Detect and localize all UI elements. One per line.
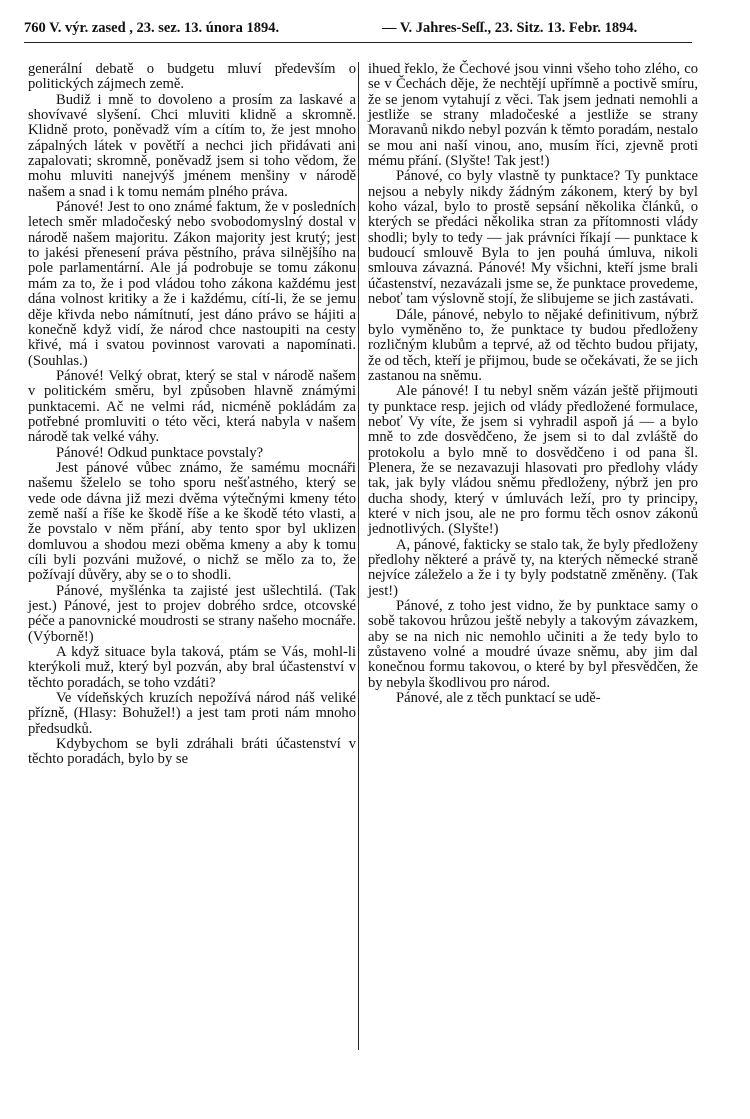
paragraph: ihued řeklo, že Čechové jsou vinni všeho toho zlého, co se v Čechách děje, že nechtějí upřímně a poctivě smíru, že se jenom vytahují z věci. Tak jsem jednati nemohli a jestliže se strany mladočeské a jestliže se strany Moravanů nikdo nebyl pozván k těmto poradám, nestalo se mou ani naší vinou, ano, musím říci, zjevně proti mému přání. (Slyšte! Tak jest!)	[368, 61, 698, 170]
paragraph: Dále, pánové, nebylo to nějaké definitivum, nýbrž bylo vyměněno to, že punktace ty budou předloženy rozličným klubům a teprvé, až od těchto budou přijaty, že od těch, kteří je přijmou, bude se očekávati, že se jich zastanou na sněmu.	[368, 306, 698, 384]
column-divider	[358, 62, 359, 1050]
page-header	[24, 14, 724, 42]
header-german: — V. Jahres-Seſſ., 23. Sitz. 13. Febr. 1894.	[382, 20, 638, 36]
left-column	[28, 62, 356, 768]
paragraph: Pánové! Velký obrat, který se stal v národě našem v politickém směru, byl způsoben hlavně známými punktacemi. Ač ne velmi rád, nicméně pokládám za potřebné promluviti o této věci, která nabyla v našem národě tak velké váhy.	[28, 367, 356, 446]
header-czech: 760 V. výr. zased , 23. sez. 13. února 1894.	[24, 20, 280, 36]
paragraph: Pánové, co byly vlastně ty punktace? Ty punktace nejsou a nebyly nikdy žádným zákonem, který by byl koho vázal, bylo to prostě sepsání několika článků, o kterých se předáci několika stran za přítomnosti vlády shodli; byly to tedy — jak právníci říkají — punktace k budoucí smlouvě Byla to jen pouhá úmluva, nikoli smlouva závazná. Pánové! My všichni, kteří jsme brali účastenství, nezavázali jsme se, že punktace provedeme, neboť tam výslovně stojí, že slibujeme se jich zastávati.	[368, 168, 698, 308]
header-rule	[24, 42, 692, 43]
paragraph: Pánové, myšlénka ta zajisté jest ušlechtilá. (Tak jest.) Pánové, jest to projev dobrého srdce, otcovské péče a panovnické moudrosti se strany našeho mocnáře. (Výborně!)	[28, 582, 356, 645]
paragraph: Kdybychom se byli zdráhali bráti účastenství v těchto poradách, bylo by se	[28, 736, 356, 768]
paragraph: Pánové! Odkud punktace povstaly?	[56, 444, 264, 461]
paragraph: Pánové, z toho jest vidno, že by punktace samy o sobě takovou hrůzou ještě nebyly a takovým závazkem, aby se na nich nic nemohlo učiniti a že tedy bylo to zůstaveno volné a moudré úvaze sněmu, aby jim dal konečnou formu takovou, o které by byl přesvědčen, že by nebyla škodlivou pro národ.	[368, 598, 698, 691]
paragraph: A když situace byla taková, ptám se Vás, mohl-li kterýkoli muž, který byl pozván, aby bral účastenství v těchto poradách, se toho vzdáti?	[28, 644, 356, 691]
paragraph: Pánové! Jest to ono známé faktum, že v posledních letech směr mladočeský nebo svobodomyslný dostal v národě našem majoritu. Zákon majority jest krutý; jest to jakési přenesení práva pěstního, práva silnějšího na pole parlamentární. Ale já podrobuje se tomu zákonu mám za to, že i pod vládou toho zákona každému jest dána volnost kritiky a že i každému, cítí-li, že se jemu děje křivda nebo námítnutí, jest dáno právo se hájiti a konečně když vidí, že národ chce nastoupiti na cesty křivé, má i svatou povinnost varovati a napomínati. (Souhlas.)	[28, 199, 356, 369]
right-column	[368, 62, 698, 706]
paragraph: Jest pánové vůbec známo, že samému mocnáři našemu šželelo se toho sporu nešťastného, který se vede ode dávna již mezi dvěma výtečnými kmeny této země naší a říše ke škodě říše a ke škodě této vlasti, a že povstalo v něm přání, aby tento spor byl uklizen domluvou a shodou mezi oběma kmeny a aby k tomu cíli byli pozváni mužové, o nichž se mělo za to, že požívají důvěry, aby se o to shodli.	[28, 459, 356, 584]
paragraph: Pánové, ale z těch punktací se udě-	[396, 690, 601, 707]
paragraph: Ve vídeňských kruzích nepožívá národ náš veliké přízně, (Hlasy: Bohužel!) a jest tam proti nám mnoho předsudků.	[28, 690, 356, 737]
paragraph: A, pánové, fakticky se stalo tak, že byly předloženy předlohy některé a právě ty, na kterých německé straně nejvíce záleželo a že i ty byly podstatně změněny. (Tak jest!)	[368, 536, 698, 599]
paragraph: generální debatě o budgetu mluví především o politických zájmech země.	[28, 61, 356, 93]
paragraph: Budiž i mně to dovoleno a prosím za laskavé a shovívavé slyšení. Chci mluviti klidně a skromně. Klidně proto, poněvadž vím a cítím to, že jest mnoho zápalných látek v povětří a nechci jich přidávati ani zapalovati; skromně, poněvadž jsem si toho vědom, že mohu mluviti nanejvýš jménem menšiny v národě našem a snad i k tomu nemám plného práva.	[28, 91, 356, 200]
paragraph: Ale pánové! I tu nebyl sněm vázán ještě přijmouti ty punktace resp. jejich od vlády předložené formulace, neboť Vy víte, že jsem si vyhradil aspoň já — a bylo mně to zde dosvědčeno, že jsem si to dal zvláště do protokolu a bylo mně to dosvědčeno i od pana šl. Plenera, že se nezavazuji hlasovati pro předlohy vlády tak, jak byly vládou sněmu předloženy, nýbrž jen pro ducha shody, který v úmluvách leží, pro ty principy, které v nich jsou, ale ne pro formu těch osnov zákonů jednotlivých. (Slyšte!)	[368, 383, 698, 538]
